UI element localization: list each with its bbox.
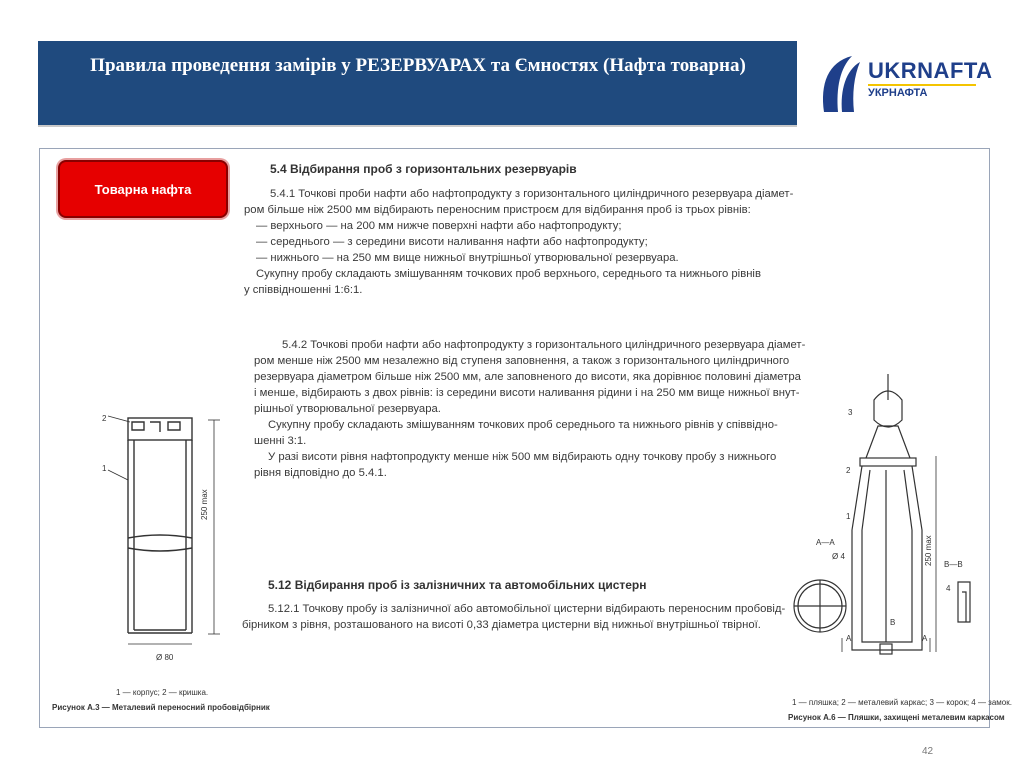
product-badge: Товарна нафта <box>58 160 228 218</box>
fig-a3-caption: Рисунок А.3 — Металевий переносний пробовідбірник <box>52 703 270 712</box>
text-line: ром більше ніж 2500 мм відбирають переносним пристроєм для відбирання проб із трьох рівнів: <box>244 204 751 216</box>
text-line: рішньої утворювальної резервуара. <box>254 403 441 415</box>
figure-a3-drawing <box>90 408 240 678</box>
logo-name: UKRNAFTA <box>868 58 993 83</box>
text-line: У разі висоти рівня нафтопродукту менше ніж 500 мм відбирають одну точкову пробу з нижнього <box>268 451 777 463</box>
logo-accent-line <box>868 84 976 86</box>
text-line: шенні 3:1. <box>254 435 307 447</box>
fig-a6-mark-b: В <box>890 618 896 627</box>
fig-a3-diameter: Ø 80 <box>156 653 174 662</box>
text-line: 5.4.2 Точкові проби нафти або нафтопродукту з горизонтального циліндричного резервуара діамет- <box>282 339 806 351</box>
text-line: і менше, відбирають з двох рівнів: із середини висоти наливання рідини і на 250 мм вище нижньої внут- <box>254 387 800 399</box>
fig-a3-dimension: 250 max <box>200 489 209 520</box>
text-line: ром менше ніж 2500 мм незалежно від ступеня заповнення, а також з горизонтального циліндричного <box>254 355 790 367</box>
text-line: резервуара діаметром більше ніж 2500 мм, але заповненого до висоти, яка дорівнює половині діаметра <box>254 371 801 383</box>
fig-a6-dimension: 250 max <box>924 535 933 566</box>
fig-a6-diameter: Ø 4 <box>832 552 845 561</box>
fig-a3-label-2: 2 <box>102 414 107 423</box>
page-title: Правила проведення замірів у РЕЗЕРВУАРАХ та Ємностях (Нафта товарна) <box>90 55 746 76</box>
title-bar <box>38 41 797 127</box>
text-line: 5.12.1 Точкову пробу із залізничної або автомобільної цистерни відбирають переносним пробовід- <box>268 603 786 615</box>
fig-a6-mark-a-left: А <box>846 634 852 643</box>
text-line: Сукупну пробу складають змішуванням точкових проб середнього та нижнього рівнів у співвідно- <box>268 419 778 431</box>
text-line: у співвідношенні 1:6:1. <box>244 284 363 296</box>
logo-subtitle: УКРНАФТА <box>868 87 928 99</box>
text-line: — нижнього — на 250 мм вище нижньої внутрішньої утворювальної резервуара. <box>256 252 679 264</box>
fig-a6-section-bb: В—В <box>944 560 963 569</box>
text-line: рівня відповідно до 5.4.1. <box>254 467 387 479</box>
text-line: — середнього — з середини висоти наливання нафти або нафтопродукту; <box>256 236 648 248</box>
text-line: бірником з рівня, розташованого на висоті 0,33 діаметра цистерни від нижньої внутрішньої твірної. <box>242 619 761 631</box>
fig-a6-section-aa: А—А <box>816 538 835 547</box>
section-5-12-heading: 5.12 Відбирання проб із залізничних та автомобільних цистерн <box>268 578 647 592</box>
ukrnafta-logo-icon <box>818 54 864 114</box>
figure-a6-drawing <box>782 370 982 670</box>
ukrnafta-logo <box>818 54 993 114</box>
text-line: Сукупну пробу складають змішуванням точкових проб верхнього, середнього та нижнього рівнів <box>256 268 761 280</box>
fig-a6-label-2: 2 <box>846 466 851 475</box>
section-5-4-heading: 5.4 Відбирання проб з горизонтальних резервуарів <box>270 162 577 176</box>
text-line: — верхнього — на 200 мм нижче поверхні нафти або нафтопродукту; <box>256 220 622 232</box>
fig-a6-legend: 1 — пляшка; 2 — металевий каркас; 3 — корок; 4 — замок. <box>792 698 1012 707</box>
fig-a6-label-3: 3 <box>848 408 853 417</box>
text-line: 5.4.1 Точкові проби нафти або нафтопродукту з горизонтального циліндричного резервуара діамет- <box>270 188 794 200</box>
fig-a3-label-1: 1 <box>102 464 107 473</box>
fig-a3-legend: 1 — корпус; 2 — кришка. <box>116 688 209 697</box>
fig-a6-label-1: 1 <box>846 512 851 521</box>
fig-a6-label-4: 4 <box>946 584 951 593</box>
fig-a6-mark-a-right: А <box>922 634 928 643</box>
page-number: 42 <box>922 746 934 757</box>
fig-a6-caption: Рисунок А.6 — Пляшки, захищені металевим каркасом <box>788 713 1005 722</box>
